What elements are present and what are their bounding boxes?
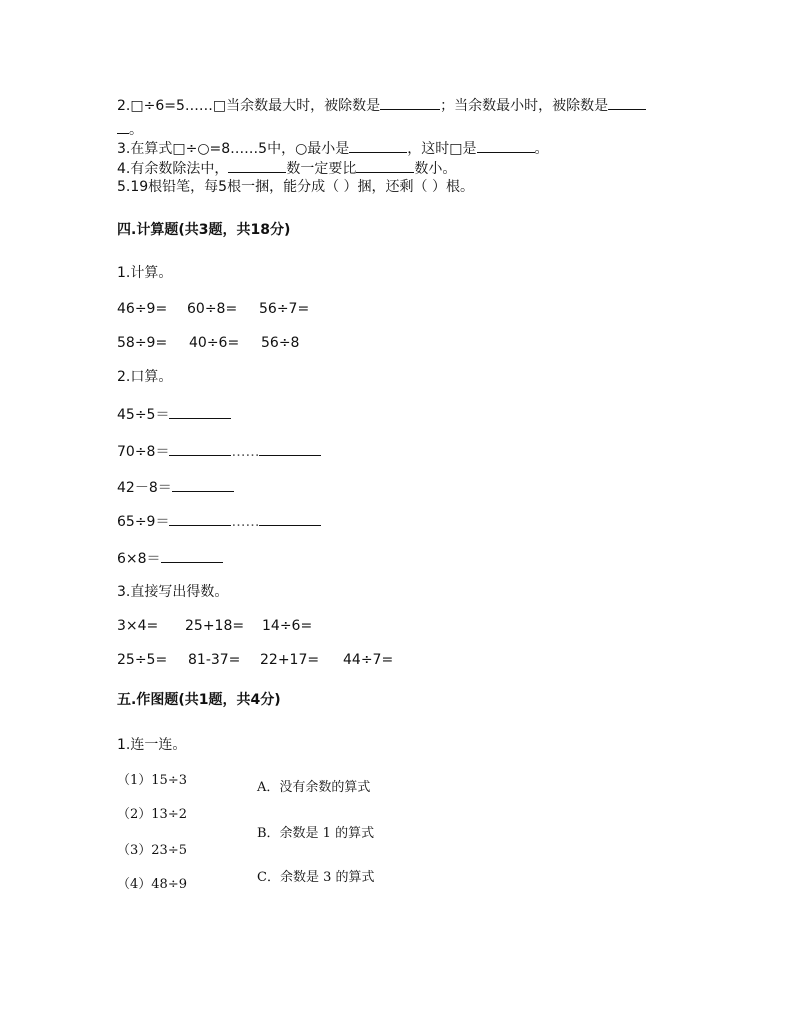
equation: 42－8＝ bbox=[117, 480, 172, 496]
question-3-end: 。 bbox=[534, 141, 549, 157]
equation: 14÷6= bbox=[262, 618, 313, 634]
equation: 6×8＝ bbox=[117, 551, 161, 567]
calc-question-title: 1.计算。 bbox=[117, 265, 173, 281]
matching-left-item[interactable]: （1）15÷3 bbox=[117, 773, 187, 788]
mental-math-item bbox=[117, 404, 231, 424]
equation: 65÷9＝ bbox=[117, 514, 170, 530]
question-2-continued bbox=[117, 119, 143, 139]
mental-math-title: 2.口算。 bbox=[117, 369, 173, 385]
quotient-blank[interactable] bbox=[169, 511, 231, 526]
equation: 70÷8＝ bbox=[117, 444, 170, 460]
answer-blank[interactable] bbox=[161, 548, 223, 563]
question-5: 5.19根铅笔，每5根一捆，能分成（ ）捆，还剩（ ）根。 bbox=[117, 179, 474, 195]
remainder-dots: …… bbox=[231, 514, 260, 530]
question-2-text-2: ；当余数最小时，被除数是 bbox=[440, 98, 609, 114]
question-4-text: 4.有余数除法中， bbox=[117, 161, 229, 177]
equation: 58÷9= bbox=[117, 335, 168, 351]
equation: 44÷7= bbox=[343, 652, 394, 668]
question-3-text: 3.在算式□÷○=8……5中，○最小是 bbox=[117, 141, 350, 157]
equation: 81-37= bbox=[188, 652, 241, 668]
question-4 bbox=[117, 158, 456, 178]
equation: 56÷7= bbox=[259, 301, 310, 317]
question-2 bbox=[117, 95, 646, 115]
matching-right-item[interactable]: B．余数是 1 的算式 bbox=[257, 826, 375, 841]
mental-math-item bbox=[117, 548, 223, 568]
question-2-text: 2.□÷6=5……□当余数最大时，被除数是 bbox=[117, 98, 381, 114]
equation: 22+17= bbox=[260, 652, 320, 668]
answer-blank[interactable] bbox=[349, 138, 407, 153]
question-4-text-2: 数一定要比 bbox=[286, 161, 357, 177]
answer-blank[interactable] bbox=[608, 95, 646, 110]
answer-blank[interactable] bbox=[477, 138, 535, 153]
matching-left-item[interactable]: （3）23÷5 bbox=[117, 843, 187, 858]
answer-blank[interactable] bbox=[169, 404, 231, 419]
matching-right-item[interactable]: C．余数是 3 的算式 bbox=[257, 870, 375, 885]
equation: 25÷5= bbox=[117, 652, 168, 668]
equation: 3×4= bbox=[117, 618, 159, 634]
remainder-blank[interactable] bbox=[259, 441, 321, 456]
matching-right-item[interactable]: A．没有余数的算式 bbox=[257, 780, 371, 795]
equation: 60÷8= bbox=[187, 301, 238, 317]
remainder-blank[interactable] bbox=[259, 511, 321, 526]
remainder-dots: …… bbox=[231, 444, 260, 460]
question-3 bbox=[117, 138, 549, 158]
equation: 25+18= bbox=[185, 618, 245, 634]
matching-question-title: 1.连一连。 bbox=[117, 737, 187, 753]
equation: 56÷8 bbox=[261, 335, 300, 351]
answer-blank[interactable] bbox=[356, 158, 414, 173]
direct-answer-title: 3.直接写出得数。 bbox=[117, 584, 229, 600]
mental-math-item bbox=[117, 441, 321, 461]
equation: 45÷5＝ bbox=[117, 407, 170, 423]
matching-left-item[interactable]: （4）48÷9 bbox=[117, 877, 187, 892]
equation: 46÷9= bbox=[117, 301, 168, 317]
question-2-end: 。 bbox=[129, 122, 143, 138]
answer-blank[interactable] bbox=[117, 119, 129, 134]
answer-blank[interactable] bbox=[380, 95, 440, 110]
answer-blank[interactable] bbox=[172, 477, 234, 492]
question-3-text-2: ，这时□是 bbox=[407, 141, 477, 157]
matching-left-item[interactable]: （2）13÷2 bbox=[117, 807, 187, 822]
section-5-title: 五.作图题(共1题，共4分) bbox=[117, 692, 281, 708]
equation: 40÷6= bbox=[189, 335, 240, 351]
section-4-title: 四.计算题(共3题，共18分) bbox=[117, 222, 291, 238]
mental-math-item bbox=[117, 477, 234, 497]
answer-blank[interactable] bbox=[228, 158, 286, 173]
question-4-text-3: 数小。 bbox=[414, 161, 457, 177]
mental-math-item bbox=[117, 511, 321, 531]
quotient-blank[interactable] bbox=[169, 441, 231, 456]
